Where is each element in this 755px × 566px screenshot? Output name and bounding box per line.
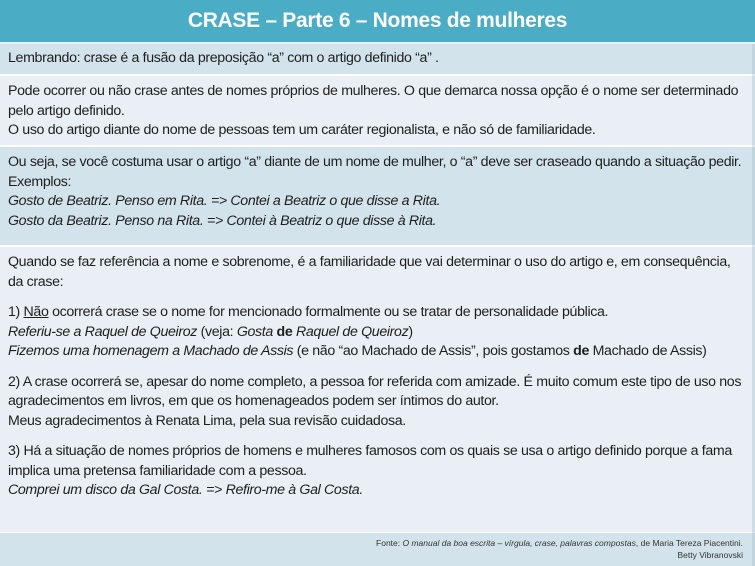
rule-3-example: Comprei um disco da Gal Costa. => Refiro-me à Gal Costa. <box>8 482 363 498</box>
examples-box <box>0 147 755 245</box>
explanation-line-1: Pode ocorrer ou não crase antes de nomes próprios de mulheres. O que demarca nossa opção é o nome ser determinado pelo artigo definido. <box>8 83 739 119</box>
rule-3: 3) Há a situação de nomes próprios de homens e mulheres famosos com os quais se usa o artigo definido porque a fama implica uma pretensa familiaridade com a pessoa. <box>8 443 732 479</box>
rule-1: 1) Não ocorrerá crase se o nome for mencionado formalmente ou se tratar de personalidade pública. <box>8 304 609 320</box>
rule-1-example-1: Referiu-se a Raquel de Queiroz (veja: Gosta de Raquel de Queiroz) <box>8 323 413 340</box>
reminder-text: Lembrando: crase é a fusão da preposição “a” com o artigo definido “a” . <box>8 50 439 66</box>
rule-1-example-2: Fizemos uma homenagem a Machado de Assis (e não “ao Machado de Assis”, pois gostamos de Machado de Assis) <box>8 343 707 359</box>
examples-intro: Ou seja, se você costuma usar o artigo “a” diante de um nome de mulher, o “a” deve ser craseado quando a situação pedir. Exemplos: <box>8 154 742 190</box>
full-name-rules-box <box>0 247 755 532</box>
source-citation: Fonte: O manual da boa escrita – vírgula, crase, palavras compostas, de Maria Tereza Piacentini. <box>376 538 743 548</box>
slide-title: CRASE – Parte 6 – Nomes de mulheres <box>187 9 568 32</box>
title-band <box>0 0 755 44</box>
source-footer <box>0 533 755 566</box>
explanation-line-2: O uso do artigo diante do nome de pessoas tem um caráter regionalista, e não só de familiaridade. <box>8 122 596 138</box>
rule-1-keyword: Não <box>23 304 49 320</box>
rule-2-example: Meus agradecimentos à Renata Lima, pela sua revisão cuidadosa. <box>8 412 406 429</box>
author-credit: Betty Vibranovski <box>677 550 743 560</box>
rule-2: 2) A crase ocorrerá se, apesar do nome completo, a pessoa for referida com amizade. É muito comum este tipo de uso nos agradecimentos em livros, em que os homenageados podem ser íntimos do autor. <box>8 373 742 409</box>
example-with-article: Gosto da Beatriz. Penso na Rita. => Contei à Beatriz o que disse à Rita. <box>8 212 437 229</box>
rules-intro: Quando se faz referência a nome e sobrenome, é a familiaridade que vai determinar o uso do artigo e, em consequência, da crase: <box>8 254 731 290</box>
reminder-box <box>0 44 755 74</box>
explanation-box <box>0 76 755 145</box>
example-without-article: Gosto de Beatriz. Penso em Rita. => Contei a Beatriz o que disse a Rita. <box>8 193 441 209</box>
